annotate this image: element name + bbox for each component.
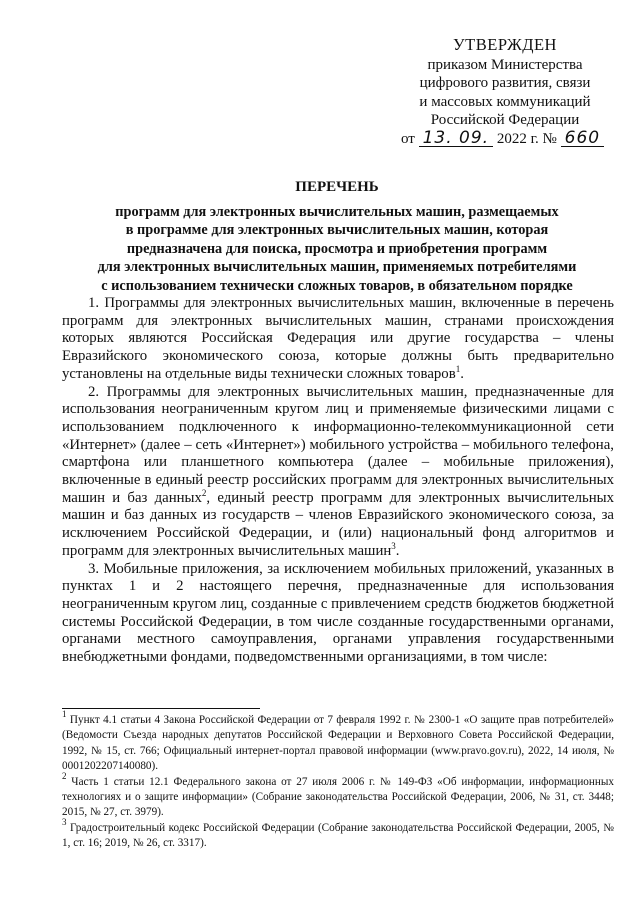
footnote-separator (62, 708, 260, 709)
footnote-ref[interactable]: 3 (391, 540, 396, 551)
footnote-mark: 3 (62, 816, 67, 827)
footnotes (62, 709, 614, 852)
handwritten-number: 660 (561, 130, 604, 147)
year-text: 2022 г. № (496, 130, 557, 147)
paragraph-text: , единый реестр программ для электронных вычислительных машин и баз данных из государств – членов Евразийского экономического союза, за исключением Российской Федерации, и (или) национальный фонд алгоритмов и программ для электронных вычислительных машин (62, 489, 614, 559)
approval-line: и массовых коммуникаций (419, 93, 591, 110)
document-title (60, 178, 614, 296)
title-heading: ПЕРЕЧЕНЬ (295, 179, 379, 195)
footnote-ref[interactable]: 1 (455, 363, 461, 374)
paragraph-2 (62, 384, 614, 561)
approval-line: цифрового развития, связи (419, 75, 591, 91)
paragraph-1 (62, 295, 614, 384)
handwritten-date: 13. 09. (419, 130, 493, 147)
approval-line: приказом Министерства (427, 56, 583, 73)
title-line: программ для электронных вычислительных машин, размещаемых (115, 203, 559, 220)
paragraph-end: . (395, 542, 400, 559)
title-line: для электронных вычислительных машин, применяемых потребителями (97, 259, 577, 276)
approval-word: УТВЕРЖДЕН (453, 35, 557, 54)
footnote-ref[interactable]: 2 (201, 487, 207, 498)
paragraph-text: 1. Программы для электронных вычислительных машин, включенные в перечень программ для электронных вычислительных машин, странами происхождения которых являются Российская Федерация или другие государства – члены Евразийского экономического союза, которые должны быть предварительно установлены на отдельные виды технически сложных товаров (62, 295, 614, 382)
title-line: с использованием технически сложных товаров, в обязательном порядке (101, 277, 573, 294)
footnote-text: Часть 1 статьи 12.1 Федерального закона от 27 июля 2006 г. № 149-ФЗ «Об информации, информационных технологиях и о защите информации» (Собрание законодательства Российской Федерации, 2006, № 31, ст. 3448; 2015, № 27, ст. 3979). (62, 775, 614, 819)
approval-block (395, 36, 615, 148)
paragraph-text: 2. Программы для электронных вычислительных машин, предназначенные для использования неограниченным кругом лиц и применяемые физическими лицами с использованием подключенного к информационно-телекоммуникационной сети «Интернет» (далее – сеть «Интернет») мобильного устройства – мобильного телефона, смартфона или планшетного компьютера (далее – мобильные приложения), включенные в единый реестр российских программ для электронных вычислительных машин и баз данных (62, 383, 614, 506)
document-body (62, 295, 614, 667)
title-line: в программе для электронных вычислительных машин, которая (125, 222, 549, 239)
footnote-text: Пункт 4.1 статьи 4 Закона Российской Федерации от 7 февраля 1992 г. № 2300-1 «О защите прав потребителей» (Ведомости Съезда народных депутатов Российской Федерации и Верховного Совета Российской Федерации, 1992, № 15, ст. 766; Официальный интернет-портал правовой информации (www.pravo.gov.ru), 2022, 14 июля, № 0001202207140080). (62, 714, 614, 773)
footnote-text: Градостроительный кодекс Российской Федерации (Собрание законодательства Российской Федерации, 2005, № 1, ст. 16; 2019, № 26, ст. 3317). (62, 821, 614, 850)
date-prefix: от (401, 130, 415, 147)
footnote-mark: 1 (62, 709, 67, 719)
paragraph-3 (62, 561, 614, 667)
paragraph-text: 3. Мобильные приложения, за исключением мобильных приложений, указанных в пунктах 1 и 2 настоящего перечня, предназначенные для использования неограниченным кругом лиц, созданные с привлечением средств бюджетов бюджетной системы Российской Федерации, в том числе созданные государственными органами, органами местного самоуправления, органами управления государственными внебюджетными фондами, подведомственными организациями, в том числе: (62, 560, 614, 666)
approval-line: Российской Федерации (430, 112, 580, 128)
footnote-mark: 2 (62, 770, 67, 781)
footnote-3 (62, 816, 614, 852)
footnote-2 (62, 770, 614, 821)
paragraph-end: . (460, 365, 464, 382)
footnote-1 (62, 709, 614, 775)
approval-date-line (401, 127, 615, 149)
title-line: предназначена для поиска, просмотра и приобретения программ (126, 240, 548, 257)
